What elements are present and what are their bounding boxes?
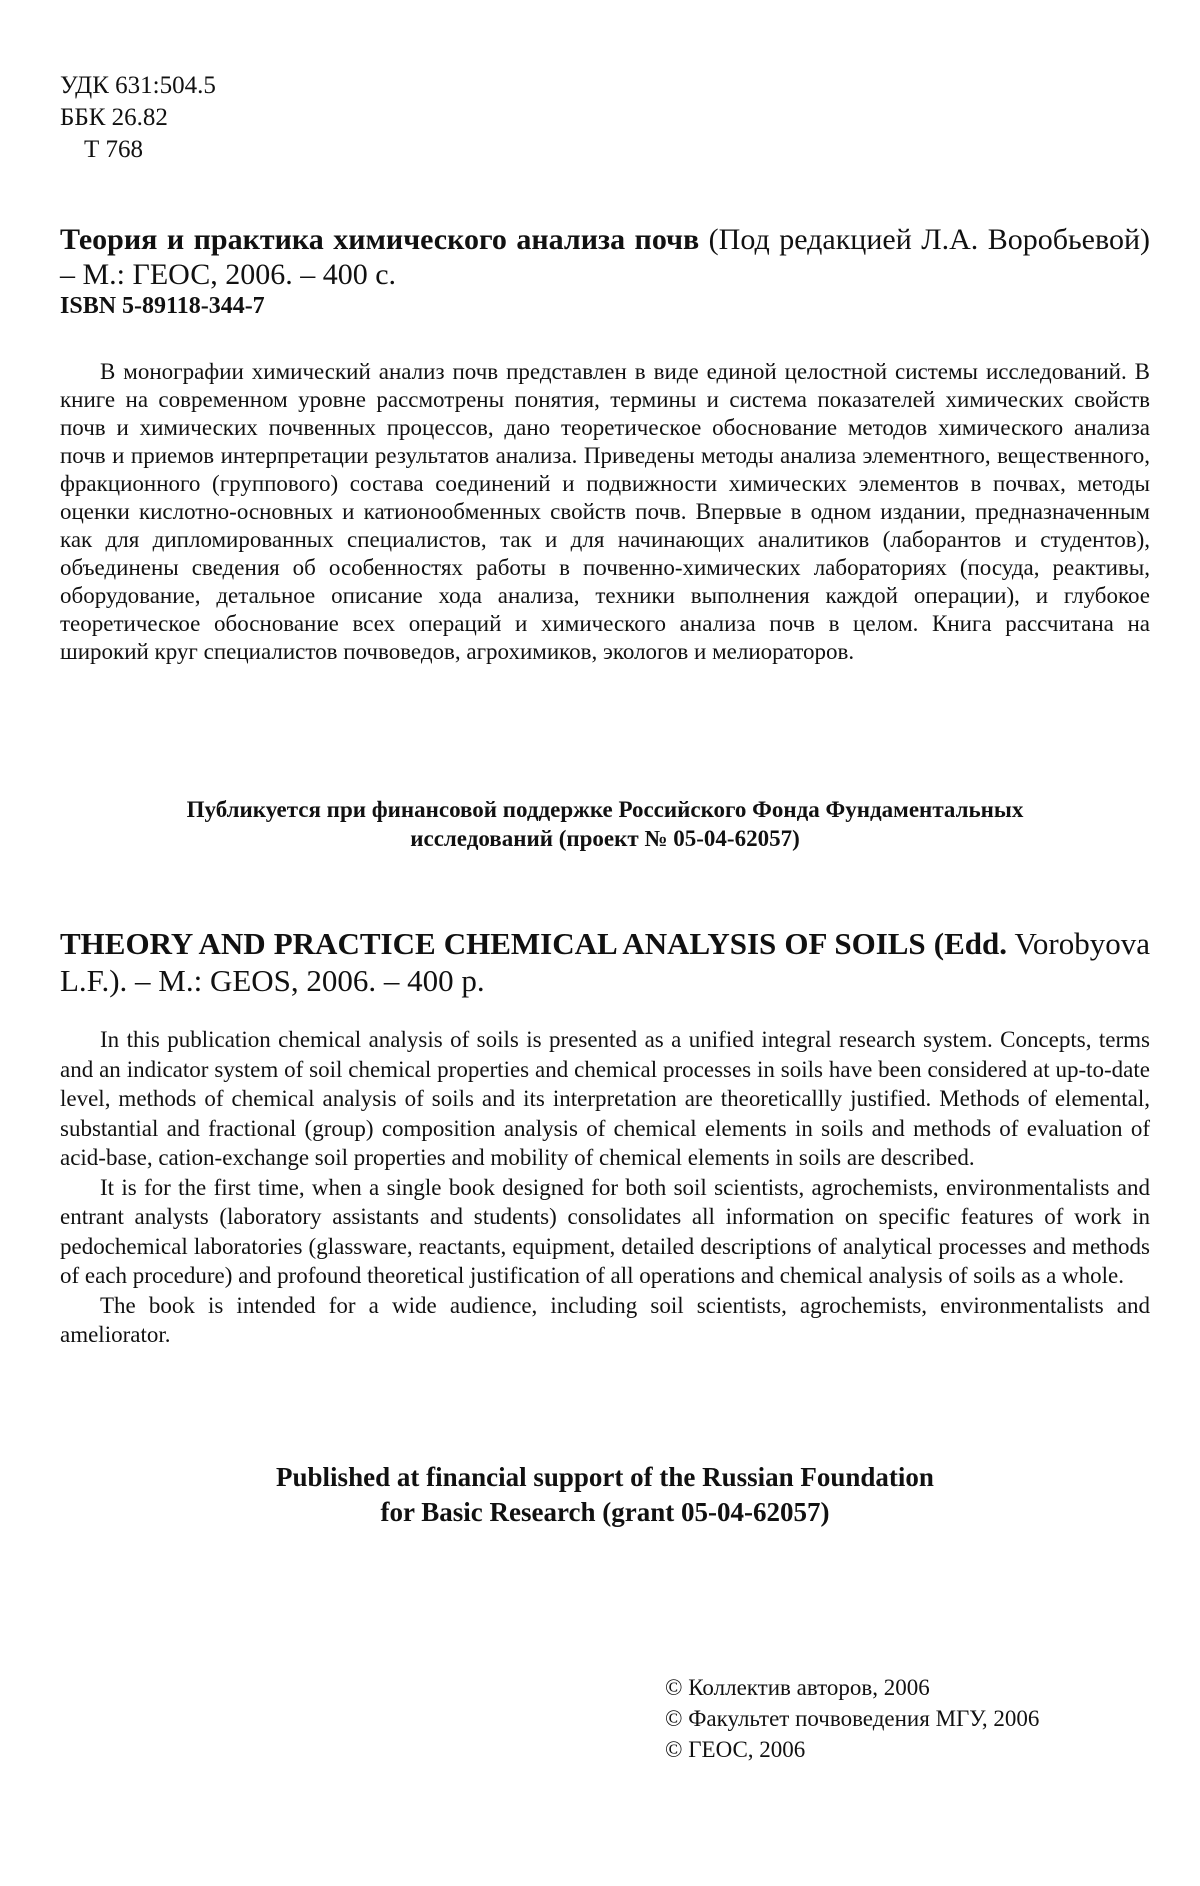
russian-funding-line-1: Публикуется при финансовой поддержке Российского Фонда Фундаментальных <box>186 797 1024 822</box>
copyright-block <box>665 1672 1039 1765</box>
english-abstract-paragraph: The book is intended for a wide audience, including soil scientists, agrochemists, environmentalists and ameliorator. <box>60 1292 1150 1347</box>
russian-title <box>60 222 1150 292</box>
classification-codes <box>60 70 216 166</box>
russian-title-rest: (Под редакцией Л.А. Воробьевой) – М.: ГЕОС, 2006. – 400 с. <box>60 223 1151 291</box>
english-funding-note <box>60 1460 1150 1530</box>
russian-abstract: В монографии химический анализ почв представлен в виде единой целостной системы исследований. В книге на современном уровне рассмотрены понятия, термины и система показателей химических свойств почв и химических почвенных процессов, дано теоретическое обоснование методов химического анализа почв и приемов интерпретации результатов анализа. Приведены методы анализа элементного, вещественного, фракционного (группового) состава соединений и подвижности химических элементов в почвах, методы оценки кислотно-основных и катионообменных свойств почв. Впервые в одном издании, предназначенным как для дипломированных специалистов, так и для начинающих аналитиков (лаборантов и студентов), объединены сведения об особенностях работы в почвенно-химических лабораториях (посуда, реактивы, оборудование, детальное описание хода анализа, техники выполнения каждой операции), и глубокое теоретическое обоснование всех операций и химического анализа почв в целом. Книга рассчитана на широкий круг специалистов почвоведов, агрохимиков, экологов и мелиораторов. <box>60 359 1150 664</box>
russian-funding-line-2: исследований (проект № 05-04-62057) <box>410 826 800 851</box>
english-abstract <box>60 1025 1150 1350</box>
english-funding-line-2: for Basic Research (grant 05-04-62057) <box>380 1497 830 1527</box>
copyright-line: © Коллектив авторов, 2006 <box>665 1675 930 1700</box>
udk-code: УДК 631:504.5 <box>60 72 216 99</box>
english-title-rest: Vorobyova L.F.). – M.: GEOS, 2006. – 400 p. <box>60 926 1150 998</box>
russian-title-bold: Теория и практика химического анализа почв <box>60 223 700 256</box>
copyright-line: © Факультет почвоведения МГУ, 2006 <box>665 1706 1040 1731</box>
bbk-code: ББК 26.82 <box>60 104 168 131</box>
copyright-line: © ГЕОС, 2006 <box>665 1737 806 1762</box>
english-abstract-paragraph: In this publication chemical analysis of soils is presented as a unified integral research system. Concepts, terms and an indicator system of soil chemical properties and chemical processes in soils have been considered at up-to-date level, methods of chemical analysis of soils and its interpretation are theoreticallly justified. Methods of elemental, substantial and fractional (group) composition analysis of chemical elements in soils and methods of evaluation of acid-base, cation-exchange soil properties and mobility of chemical elements in soils are described. <box>60 1027 1150 1170</box>
isbn: ISBN 5-89118-344-7 <box>60 293 265 319</box>
english-abstract-paragraph: It is for the first time, when a single book designed for both soil scientists, agrochemists, environmentalists and entrant analysts (laboratory assistants and students) consolidates all information on specific features of work in pedochemical laboratories (glassware, reactants, equipment, detailed descriptions of analytical processes and methods of each procedure) and profound theoretical justification of all operations and chemical analysis of soils as a whole. <box>60 1174 1150 1288</box>
author-mark: Т 768 <box>84 136 144 163</box>
russian-funding-note <box>60 795 1150 853</box>
english-title <box>60 925 1150 999</box>
english-title-bold: THEORY AND PRACTICE CHEMICAL ANALYSIS OF SOILS (Edd. <box>60 926 1007 961</box>
english-funding-line-1: Published at financial support of the Russian Foundation <box>276 1462 934 1492</box>
